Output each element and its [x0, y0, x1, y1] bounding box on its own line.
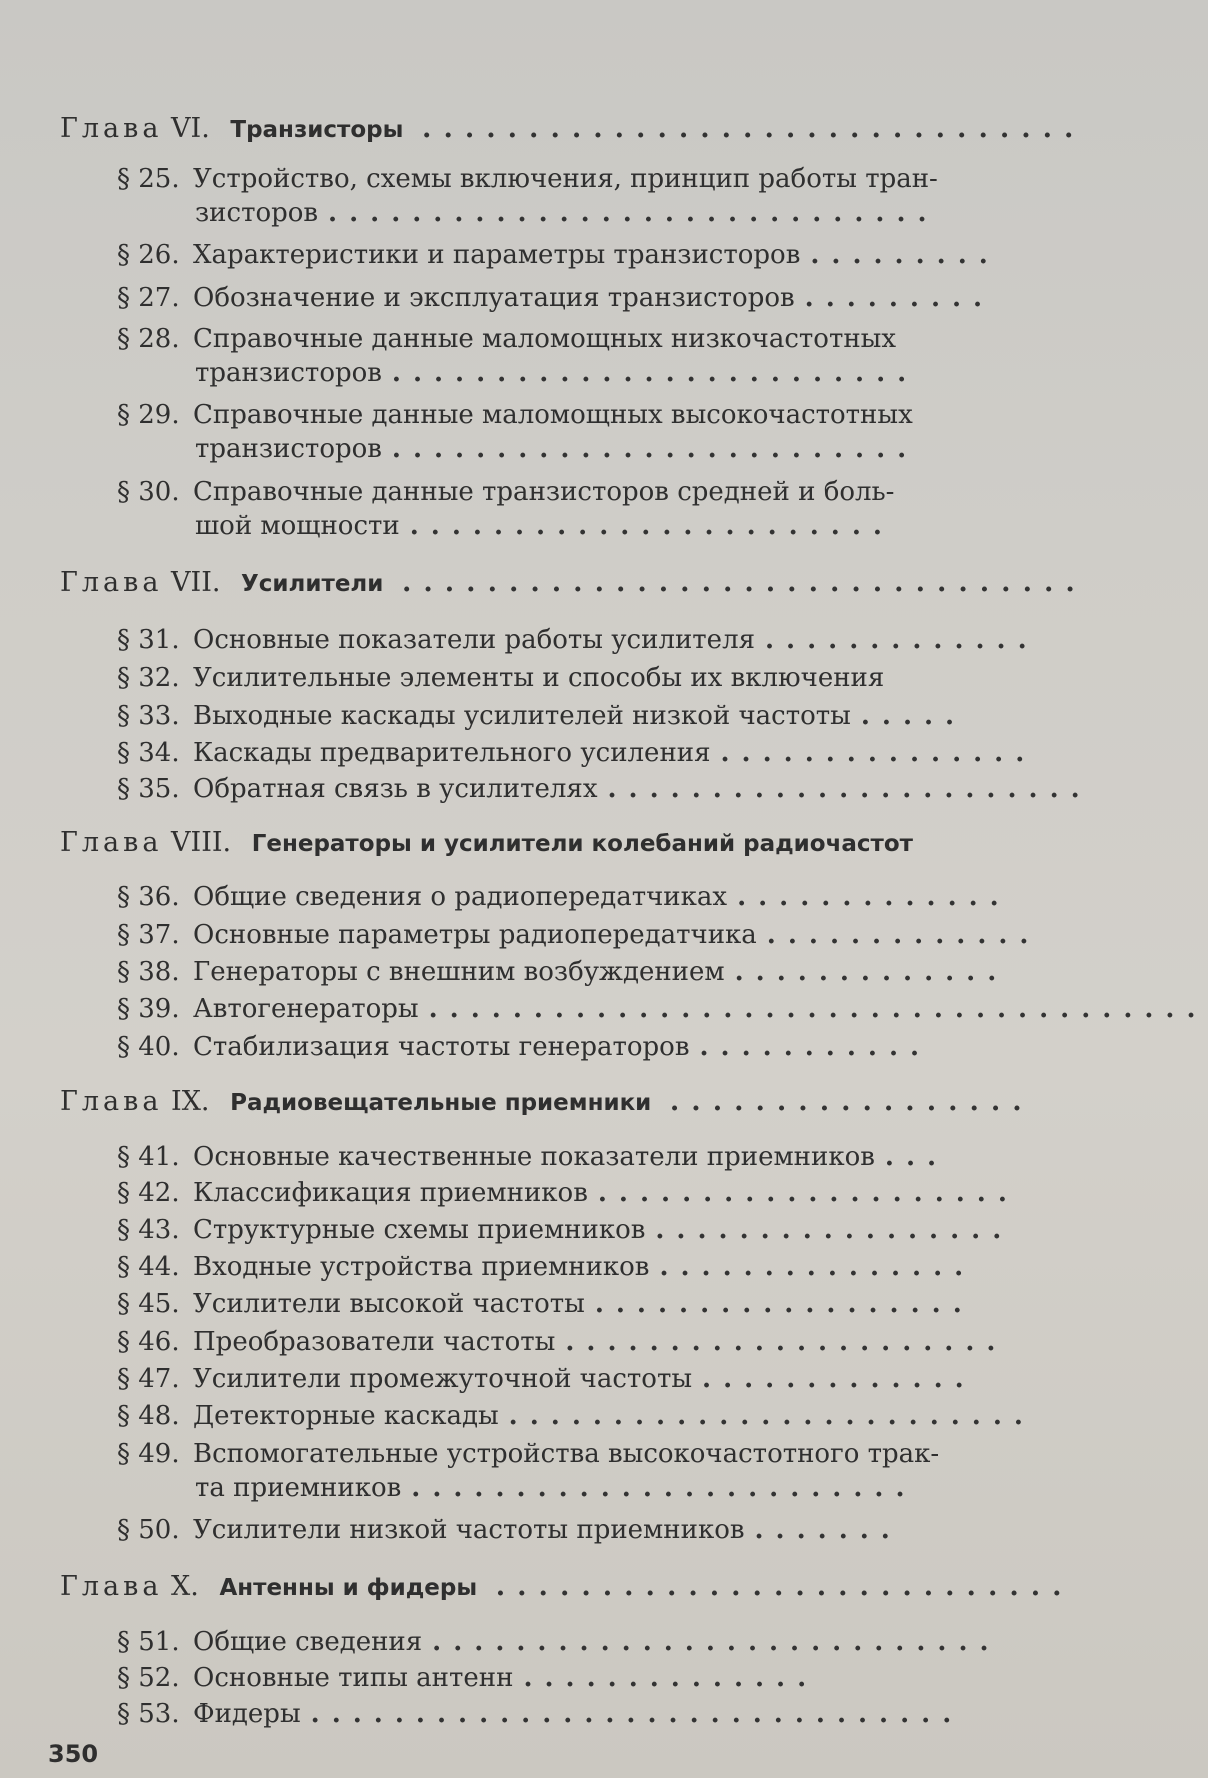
- toc-entry: § 34. Каскады предварительного усиления ...............: [117, 738, 1037, 768]
- toc-entry: § 39. Автогенераторы .....................................: [117, 994, 1208, 1024]
- toc-entry-continuation: транзисторов .........................: [195, 358, 919, 388]
- toc-entry: § 38. Генераторы с внешним возбуждением .............: [117, 957, 1009, 987]
- toc-entry: § 49. Вспомогательные устройства высокочастотного трак-: [117, 1439, 940, 1469]
- chapter-heading: Глава IX. Радиовещательные приемники .................: [60, 1086, 1034, 1117]
- toc-entry: § 44. Входные устройства приемников ...............: [117, 1252, 976, 1282]
- toc-entry: § 25. Устройство, схемы включения, принцип работы тран-: [117, 164, 938, 194]
- toc-entry: § 41. Основные качественные показатели приемников ...: [117, 1142, 949, 1172]
- toc-entry: § 31. Основные показатели работы усилителя .............: [117, 625, 1039, 655]
- toc-entry: § 33. Выходные каскады усилителей низкой частоты .....: [117, 701, 967, 731]
- toc-entry: § 50. Усилители низкой частоты приемников .......: [117, 1515, 902, 1545]
- toc-entry: § 42. Классификация приемников ....................: [117, 1178, 1019, 1208]
- toc-entry: § 46. Преобразователи частоты .....................: [117, 1327, 1008, 1357]
- toc-entry: § 37. Основные параметры радиопередатчика .............: [117, 920, 1041, 950]
- page-number: 350: [48, 1740, 99, 1768]
- toc-entry: § 32. Усилительные элементы и способы их включения: [117, 663, 885, 693]
- toc-entry-continuation: та приемников ........................: [195, 1473, 917, 1503]
- chapter-heading: Глава VI. Транзисторы ...............................: [60, 113, 1086, 144]
- toc-entry: § 30. Справочные данные транзисторов средней и боль-: [117, 477, 895, 507]
- toc-entry: § 35. Обратная связь в усилителях .......................: [117, 774, 1092, 804]
- toc-entry: § 53. Фидеры ...............................: [117, 1699, 964, 1729]
- toc-entry: § 52. Основные типы антенн ..............: [117, 1663, 819, 1693]
- toc-entry: § 27. Обозначение и эксплуатация транзисторов .........: [117, 283, 995, 313]
- chapter-heading: Глава VIII. Генераторы и усилители колебаний радиочастот: [60, 827, 914, 858]
- toc-entry: § 40. Стабилизация частоты генераторов ...........: [117, 1032, 932, 1062]
- toc-entry: § 28. Справочные данные маломощных низкочастотных: [117, 324, 897, 354]
- toc-entry: § 26. Характеристики и параметры транзисторов .........: [117, 240, 1000, 270]
- toc-entry-continuation: транзисторов .........................: [195, 434, 919, 464]
- toc-entry: § 47. Усилители промежуточной частоты .............: [117, 1364, 976, 1394]
- toc-entry: § 45. Усилители высокой частоты ..................: [117, 1289, 974, 1319]
- chapter-heading: Глава X. Антенны и фидеры ...........................: [60, 1571, 1074, 1602]
- toc-entry-continuation: шой мощности .......................: [195, 511, 894, 541]
- leader-dots: ...............................: [422, 113, 1086, 144]
- toc-entry-continuation: зисторов .............................: [195, 198, 939, 228]
- toc-entry: § 36. Общие сведения о радиопередатчиках .............: [117, 882, 1011, 912]
- toc-entry: § 51. Общие сведения ...........................: [117, 1627, 1001, 1657]
- toc-entry: § 48. Детекторные каскады .........................: [117, 1401, 1035, 1431]
- chapter-heading: Глава VII. Усилители ................................: [60, 567, 1087, 598]
- toc-entry: § 29. Справочные данные маломощных высокочастотных: [117, 400, 913, 430]
- toc-entry: § 43. Структурные схемы приемников .................: [117, 1215, 1014, 1245]
